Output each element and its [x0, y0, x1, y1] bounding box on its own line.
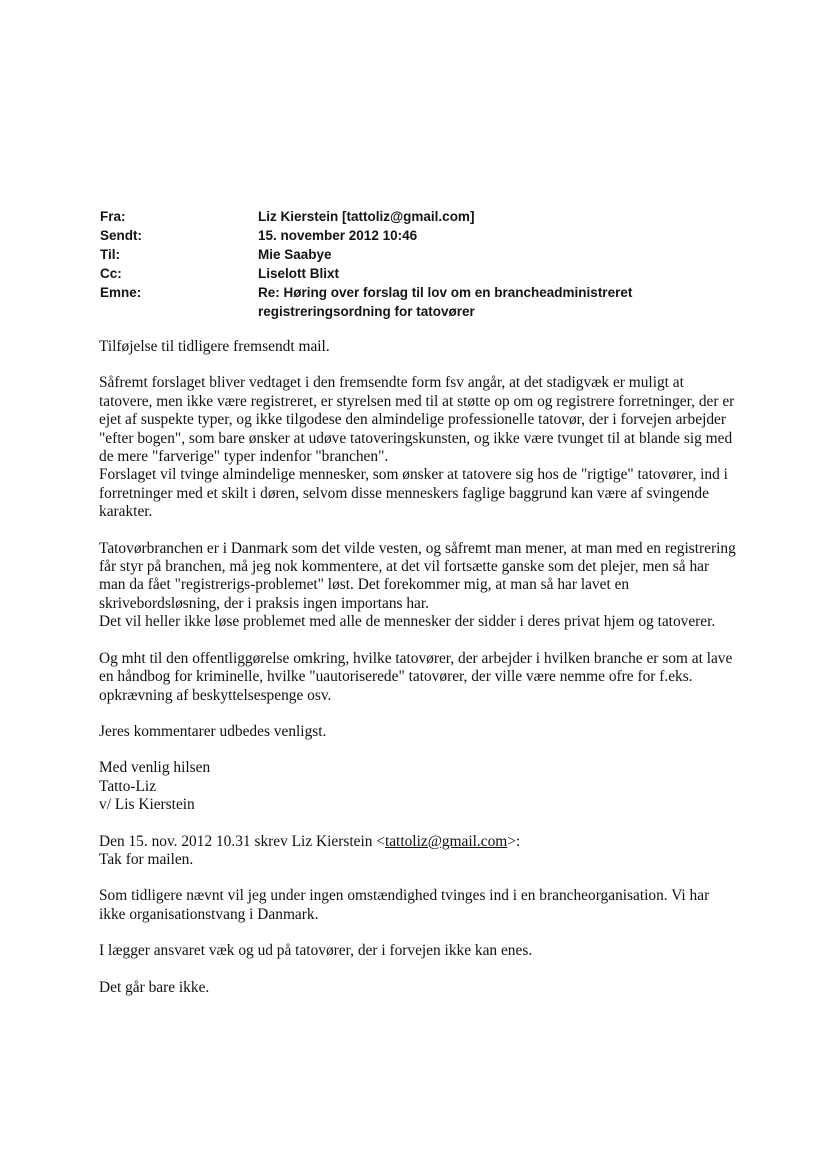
body-line: de mere "farverige" typer indenfor "branchen".	[99, 448, 389, 466]
quoted-intro-line	[99, 833, 759, 851]
paragraph-industry-wild-west	[99, 540, 759, 632]
body-line: forretninger med et skilt i døren, selvom disse menneskers faglige baggrund kan være af svingende	[99, 484, 709, 502]
from-value: Liz Kierstein [tattoliz@gmail.com]	[258, 209, 475, 224]
paragraph-proposal-concerns	[99, 374, 759, 521]
body-line: Tilføjelse til tidligere fremsendt mail.	[99, 338, 330, 355]
header-row-cc	[100, 264, 650, 283]
body-line: tatovere, men ikke være registreret, er styrelsen med til at støtte op om og registrere forretninger, der er	[99, 392, 735, 410]
body-line: skrivebordsløsning, der i praksis ingen importans har.	[99, 594, 429, 612]
paragraph-addition-note	[99, 338, 759, 356]
quoted-paragraph-responsibility	[99, 942, 759, 960]
body-line: opkrævning af beskyttelsespenge osv.	[99, 686, 332, 704]
paragraph-publication-risk	[99, 650, 759, 705]
body-line: får styr på branchen, må jeg nok kommentere, at det vil fortsætte ganske som det plejer, men så har	[99, 558, 710, 576]
quoted-paragraph-no-forced-membership	[99, 887, 759, 924]
quoted-line: Det går bare ikke.	[99, 978, 210, 996]
header-row-to	[100, 245, 650, 264]
sent-value: 15. november 2012 10:46	[258, 228, 418, 243]
body-line: Jeres kommentarer udbedes venligst.	[99, 722, 327, 740]
body-line: Tatovørbranchen er i Danmark som det vilde vesten, og såfremt man mener, at man med en registrering	[99, 539, 736, 557]
body-line: Og mht til den offentliggørelse omkring, hvilke tatovører, der arbejder i hvilken branche er som at lave	[99, 649, 733, 667]
cc-label: Cc:	[100, 266, 122, 281]
body-line: Det vil heller ikke løse problemet med alle de mennesker der sidder i deres privat hjem og tatoverer.	[99, 613, 716, 631]
header-row-from	[100, 207, 650, 226]
email-body	[99, 338, 759, 1015]
sent-label: Sendt:	[100, 228, 142, 243]
quoted-email-link: tattoliz@gmail.com	[384, 832, 508, 850]
email-header	[100, 207, 650, 321]
quoted-line: I lægger ansvaret væk og ud på tatovører, der i forvejen ikke kan enes.	[99, 942, 533, 960]
subject-label: Emne:	[100, 285, 142, 300]
signature-block	[99, 759, 759, 814]
header-row-subject	[100, 283, 650, 321]
quoted-reply-line: Tak for mailen.	[99, 850, 194, 868]
body-line: Såfremt forslaget bliver vedtaget i den fremsendte form fsv angår, at det stadigvæk er muligt at	[99, 374, 684, 392]
signature-line: Med venlig hilsen	[99, 759, 211, 777]
signature-line: v/ Lis Kierstein	[99, 796, 195, 814]
quoted-line: Som tidligere nævnt vil jeg under ingen omstændighed tvinges ind i en brancheorganisation. Vi har	[99, 887, 710, 905]
header-row-sent	[100, 226, 650, 245]
to-label: Til:	[100, 247, 120, 262]
quoted-intro-suffix: >:	[507, 832, 521, 850]
paragraph-request-comments	[99, 723, 759, 741]
body-line: man da fået "registrerigs-problemet" løst. Det forekommer mig, at man så har lavet en	[99, 576, 630, 594]
cc-value: Liselott Blixt	[258, 266, 340, 281]
body-line: ejet af suspekte typer, og ikke tilgodese den almindelige professionelle tatovør, der i forvejen arbejder	[99, 411, 726, 429]
subject-value: Re: Høring over forslag til lov om en brancheadministreret registreringsordning for tatovører	[258, 285, 633, 319]
body-line: en håndbog for kriminelle, hvilke "uautoriserede" tatovører, der ville være nemme ofre for f.eks.	[99, 668, 693, 686]
body-line: Forslaget vil tvinge almindelige mennesker, som ønsker at tatovere sig hos de "rigtige" tatovører, ind i	[99, 466, 728, 484]
quoted-message-intro	[99, 833, 759, 870]
quoted-paragraph-closing	[99, 979, 759, 997]
signature-line: Tatto-Liz	[99, 777, 157, 795]
to-value: Mie Saabye	[258, 247, 332, 262]
from-label: Fra:	[100, 209, 126, 224]
body-line: "efter bogen", som bare ønsker at udøve tatoveringskunsten, og ikke være tvunget til at blande sig med	[99, 429, 733, 447]
quoted-intro-prefix: Den 15. nov. 2012 10.31 skrev Liz Kierstein <	[99, 832, 385, 850]
body-line: karakter.	[99, 503, 153, 521]
quoted-line: ikke organisationstvang i Danmark.	[99, 905, 319, 923]
